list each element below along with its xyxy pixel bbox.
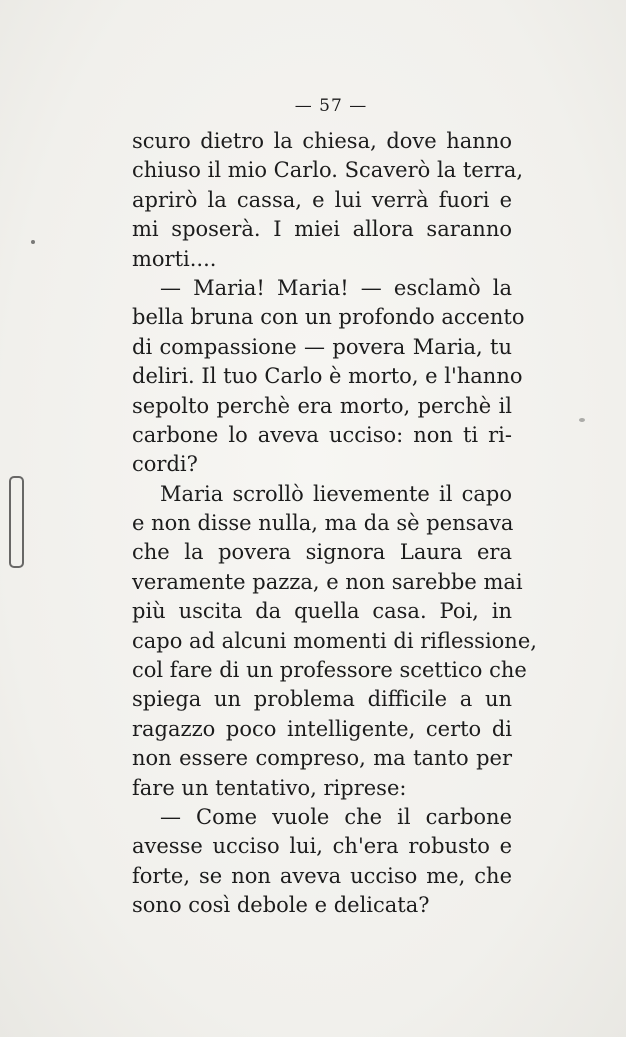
text-line: forte, se non aveva ucciso me, che: [132, 863, 512, 888]
text-line: capo ad alcuni momenti di riflessione,: [132, 628, 537, 653]
text-line: deliri. Il tuo Carlo è morto, e l'hanno: [132, 364, 523, 389]
text-line: carbone lo aveva ucciso: non ti ri-: [132, 422, 512, 447]
text-line: scuro dietro la chiesa, dove hanno: [132, 129, 512, 153]
text-line: mi sposerà. I miei allora saranno: [132, 217, 512, 242]
text-line: ragazzo poco intelligente, certo di: [132, 716, 512, 741]
binding-mark: [9, 476, 24, 568]
text-line: e non disse nulla, ma da sè pensava: [132, 511, 514, 536]
text-line: fare un tentativo, riprese:: [132, 775, 407, 800]
text-line: più uscita da quella casa. Poi, in: [132, 599, 512, 624]
text-line: che la povera signora Laura era: [132, 540, 512, 565]
text-line: cordi?: [132, 452, 198, 477]
ink-speck: [579, 418, 585, 422]
ink-speck: [31, 240, 35, 244]
text-line: — Come vuole che il carbone: [160, 804, 512, 829]
page-number: — 57 —: [294, 96, 368, 116]
text-line: aprirò la cassa, e lui verrà fuori e: [132, 187, 512, 212]
text-line: col fare di un professore scettico che: [132, 658, 527, 683]
text-line: avesse ucciso lui, ch'era robusto e: [132, 834, 512, 859]
text-line: — Maria! Maria! — esclamò la: [160, 275, 512, 300]
text-line: di compassione — povera Maria, tu: [132, 334, 512, 359]
text-line: spiega un problema difficile a un: [132, 687, 512, 712]
text-line: sono così debole e delicata?: [132, 893, 430, 918]
text-line: chiuso il mio Carlo. Scaverò la terra,: [132, 158, 524, 183]
text-line: morti....: [132, 246, 217, 271]
text-line: bella bruna con un profondo accento: [132, 305, 525, 330]
text-line: non essere compreso, ma tanto per: [132, 746, 512, 771]
text-line: veramente pazza, e non sarebbe mai: [132, 569, 523, 594]
body-text: [132, 127, 537, 921]
text-line: sepolto perchè era morto, perchè il: [132, 393, 512, 418]
text-line: Maria scrollò lievemente il capo: [160, 481, 512, 506]
